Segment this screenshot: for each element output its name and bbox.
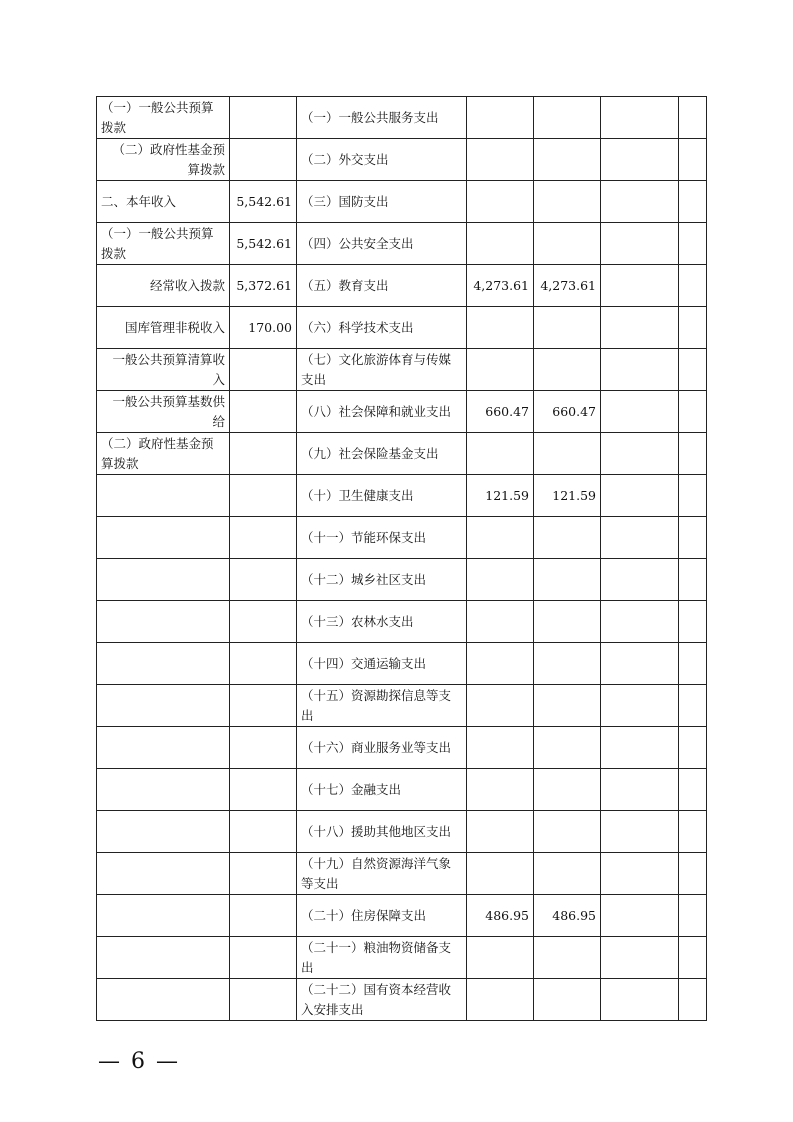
table-row [97, 139, 707, 181]
expense-total-cell [467, 139, 534, 181]
income-item-cell [97, 979, 230, 1021]
income-item-cell [97, 853, 230, 895]
expense-other-cell [679, 811, 707, 853]
income-item-cell [97, 601, 230, 643]
expense-other-cell [679, 349, 707, 391]
expense-total-cell [467, 97, 534, 139]
expense-other-cell [679, 517, 707, 559]
expense-total-cell [467, 559, 534, 601]
table-row [97, 895, 707, 937]
expense-general-budget-cell [534, 223, 601, 265]
income-amount-cell: 5,372.61 [230, 265, 297, 307]
expense-fund-budget-cell [601, 979, 679, 1021]
expense-general-budget-cell: 4,273.61 [534, 265, 601, 307]
table-row [97, 307, 707, 349]
table-row [97, 853, 707, 895]
expense-general-budget-cell [534, 979, 601, 1021]
expense-total-cell [467, 685, 534, 727]
expense-general-budget-cell [534, 307, 601, 349]
expense-other-cell [679, 853, 707, 895]
expense-other-cell [679, 433, 707, 475]
expense-general-budget-cell: 121.59 [534, 475, 601, 517]
expense-general-budget-cell [534, 937, 601, 979]
expense-fund-budget-cell [601, 601, 679, 643]
expense-total-cell: 660.47 [467, 391, 534, 433]
expense-total-cell: 486.95 [467, 895, 534, 937]
income-item-cell: （二）政府性基金预算拨款 [97, 433, 230, 475]
income-amount-cell [230, 517, 297, 559]
expense-total-cell [467, 811, 534, 853]
income-amount-cell [230, 433, 297, 475]
income-amount-cell: 170.00 [230, 307, 297, 349]
expense-other-cell [679, 265, 707, 307]
income-item-cell: 二、本年收入 [97, 181, 230, 223]
income-amount-cell [230, 139, 297, 181]
budget-table-body [97, 97, 707, 1021]
expense-total-cell [467, 517, 534, 559]
expense-item-cell: （十六）商业服务业等支出 [297, 727, 467, 769]
table-row [97, 223, 707, 265]
table-row [97, 685, 707, 727]
expense-total-cell [467, 937, 534, 979]
expense-other-cell [679, 223, 707, 265]
expense-total-cell [467, 643, 534, 685]
expense-item-cell: （十九）自然资源海洋气象等支出 [297, 853, 467, 895]
expense-item-cell: （十四）交通运输支出 [297, 643, 467, 685]
expense-total-cell [467, 979, 534, 1021]
table-row [97, 643, 707, 685]
expense-fund-budget-cell [601, 349, 679, 391]
expense-item-cell: （一）一般公共服务支出 [297, 97, 467, 139]
income-amount-cell [230, 601, 297, 643]
table-row [97, 769, 707, 811]
income-item-cell [97, 517, 230, 559]
income-item-cell: （二）政府性基金预算拨款 [97, 139, 230, 181]
expense-general-budget-cell [534, 139, 601, 181]
income-amount-cell [230, 853, 297, 895]
income-amount-cell [230, 937, 297, 979]
expense-fund-budget-cell [601, 433, 679, 475]
table-row [97, 475, 707, 517]
expense-general-budget-cell [534, 181, 601, 223]
income-amount-cell [230, 727, 297, 769]
income-amount-cell: 5,542.61 [230, 223, 297, 265]
income-item-cell: （一）一般公共预算拨款 [97, 223, 230, 265]
expense-other-cell [679, 895, 707, 937]
income-item-cell [97, 895, 230, 937]
income-item-cell [97, 937, 230, 979]
expense-other-cell [679, 139, 707, 181]
income-item-cell [97, 811, 230, 853]
income-amount-cell [230, 349, 297, 391]
expense-fund-budget-cell [601, 853, 679, 895]
expense-item-cell: （二十二）国有资本经营收入安排支出 [297, 979, 467, 1021]
expense-total-cell [467, 769, 534, 811]
expense-general-budget-cell [534, 853, 601, 895]
expense-general-budget-cell [534, 97, 601, 139]
expense-item-cell: （二十）住房保障支出 [297, 895, 467, 937]
expense-general-budget-cell [534, 643, 601, 685]
income-item-cell [97, 727, 230, 769]
expense-item-cell: （二）外交支出 [297, 139, 467, 181]
expense-fund-budget-cell [601, 181, 679, 223]
expense-other-cell [679, 181, 707, 223]
expense-item-cell: （十三）农林水支出 [297, 601, 467, 643]
expense-item-cell: （三）国防支出 [297, 181, 467, 223]
expense-fund-budget-cell [601, 139, 679, 181]
expense-item-cell: （五）教育支出 [297, 265, 467, 307]
income-item-cell [97, 769, 230, 811]
expense-other-cell [679, 307, 707, 349]
expense-fund-budget-cell [601, 475, 679, 517]
expense-fund-budget-cell [601, 517, 679, 559]
expense-general-budget-cell [534, 769, 601, 811]
table-row [97, 811, 707, 853]
income-amount-cell [230, 97, 297, 139]
expense-general-budget-cell [534, 517, 601, 559]
page-number: — 6 — [98, 1049, 180, 1074]
table-row [97, 433, 707, 475]
expense-fund-budget-cell [601, 391, 679, 433]
expense-general-budget-cell [534, 727, 601, 769]
table-row [97, 97, 707, 139]
expense-fund-budget-cell [601, 643, 679, 685]
income-item-cell [97, 643, 230, 685]
expense-total-cell [467, 181, 534, 223]
table-row [97, 517, 707, 559]
income-amount-cell [230, 643, 297, 685]
expense-other-cell [679, 685, 707, 727]
expense-general-budget-cell [534, 349, 601, 391]
income-amount-cell [230, 475, 297, 517]
income-amount-cell [230, 685, 297, 727]
expense-fund-budget-cell [601, 685, 679, 727]
expense-fund-budget-cell [601, 937, 679, 979]
expense-general-budget-cell [534, 685, 601, 727]
expense-general-budget-cell [534, 559, 601, 601]
income-amount-cell [230, 811, 297, 853]
income-amount-cell [230, 979, 297, 1021]
expense-general-budget-cell: 660.47 [534, 391, 601, 433]
expense-total-cell [467, 601, 534, 643]
table-row [97, 601, 707, 643]
expense-fund-budget-cell [601, 727, 679, 769]
expense-item-cell: （十二）城乡社区支出 [297, 559, 467, 601]
expense-fund-budget-cell [601, 895, 679, 937]
income-item-cell [97, 475, 230, 517]
expense-other-cell [679, 727, 707, 769]
expense-general-budget-cell [534, 433, 601, 475]
income-item-cell [97, 685, 230, 727]
expense-other-cell [679, 97, 707, 139]
table-row [97, 937, 707, 979]
expense-total-cell [467, 307, 534, 349]
expense-fund-budget-cell [601, 97, 679, 139]
expense-total-cell: 4,273.61 [467, 265, 534, 307]
expense-total-cell [467, 853, 534, 895]
expense-item-cell: （六）科学技术支出 [297, 307, 467, 349]
expense-item-cell: （九）社会保险基金支出 [297, 433, 467, 475]
expense-other-cell [679, 769, 707, 811]
expense-fund-budget-cell [601, 811, 679, 853]
table-row [97, 181, 707, 223]
expense-other-cell [679, 601, 707, 643]
expense-total-cell [467, 727, 534, 769]
income-item-cell: 经常收入拨款 [97, 265, 230, 307]
expense-other-cell [679, 475, 707, 517]
table-row [97, 559, 707, 601]
table-row [97, 265, 707, 307]
expense-fund-budget-cell [601, 307, 679, 349]
income-amount-cell [230, 895, 297, 937]
expense-total-cell [467, 349, 534, 391]
expense-total-cell [467, 433, 534, 475]
expense-item-cell: （十五）资源勘探信息等支出 [297, 685, 467, 727]
income-amount-cell [230, 769, 297, 811]
expense-item-cell: （十七）金融支出 [297, 769, 467, 811]
table-row [97, 391, 707, 433]
table-row [97, 349, 707, 391]
expense-other-cell [679, 391, 707, 433]
income-item-cell: 一般公共预算基数供给 [97, 391, 230, 433]
expense-item-cell: （十）卫生健康支出 [297, 475, 467, 517]
expense-fund-budget-cell [601, 265, 679, 307]
expense-item-cell: （七）文化旅游体育与传媒支出 [297, 349, 467, 391]
expense-fund-budget-cell [601, 559, 679, 601]
expense-other-cell [679, 559, 707, 601]
table-row [97, 727, 707, 769]
expense-total-cell [467, 223, 534, 265]
expense-general-budget-cell [534, 601, 601, 643]
income-amount-cell: 5,542.61 [230, 181, 297, 223]
expense-general-budget-cell: 486.95 [534, 895, 601, 937]
budget-table [96, 96, 707, 1021]
expense-item-cell: （四）公共安全支出 [297, 223, 467, 265]
income-item-cell [97, 559, 230, 601]
income-item-cell: （一）一般公共预算拨款 [97, 97, 230, 139]
expense-item-cell: （十八）援助其他地区支出 [297, 811, 467, 853]
expense-other-cell [679, 979, 707, 1021]
income-item-cell: 一般公共预算清算收入 [97, 349, 230, 391]
expense-other-cell [679, 643, 707, 685]
income-item-cell: 国库管理非税收入 [97, 307, 230, 349]
expense-general-budget-cell [534, 811, 601, 853]
table-row [97, 979, 707, 1021]
expense-fund-budget-cell [601, 223, 679, 265]
expense-fund-budget-cell [601, 769, 679, 811]
expense-item-cell: （八）社会保障和就业支出 [297, 391, 467, 433]
income-amount-cell [230, 391, 297, 433]
expense-total-cell: 121.59 [467, 475, 534, 517]
expense-item-cell: （十一）节能环保支出 [297, 517, 467, 559]
income-amount-cell [230, 559, 297, 601]
expense-other-cell [679, 937, 707, 979]
expense-item-cell: （二十一）粮油物资储备支出 [297, 937, 467, 979]
